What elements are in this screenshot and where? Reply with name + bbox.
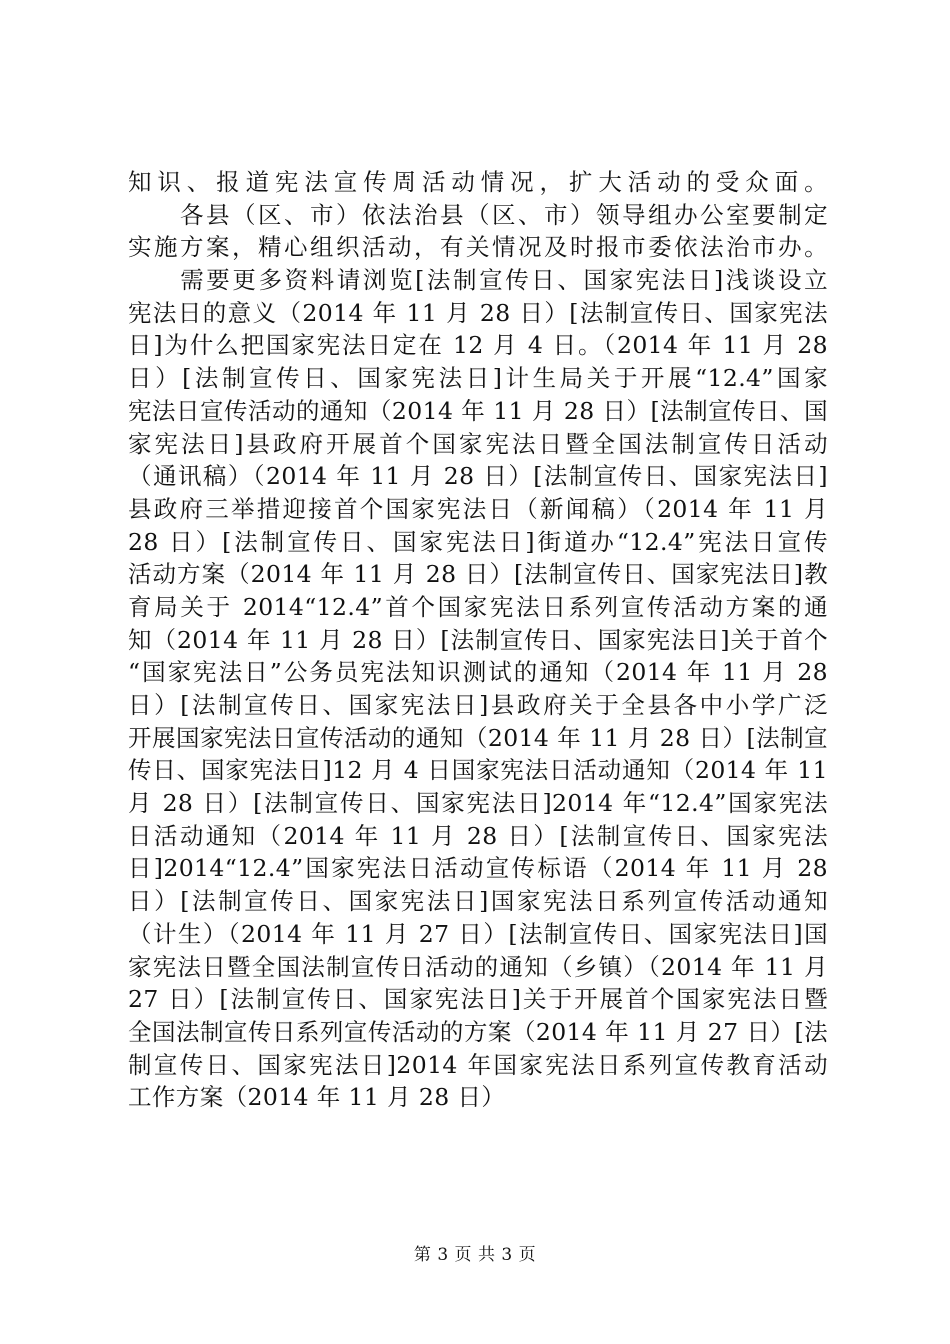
text-line: 28 日）[法制宣传日、国家宪法日]街道办“12.4”宪法日宣传 <box>128 527 828 556</box>
text-line: 传日、国家宪法日]12 月 4 日国家宪法日活动通知（2014 年 11 <box>128 756 828 785</box>
text-line: 制宣传日、国家宪法日]2014 年国家宪法日系列宣传教育活动 <box>128 1050 828 1079</box>
text-line: 全国法制宣传日系列宣传活动的方案（2014 年 11 月 27 日）[法 <box>128 1017 828 1046</box>
text-line: 家宪法日]县政府开展首个国家宪法日暨全国法制宣传日活动 <box>128 429 828 458</box>
page-footer: 第 3 页 共 3 页 <box>413 1245 537 1265</box>
text-line: 县政府三举措迎接首个国家宪法日（新闻稿）（2014 年 11 月 <box>128 494 828 523</box>
text-line: （计生）（2014 年 11 月 27 日）[法制宣传日、国家宪法日]国 <box>128 919 828 948</box>
text-line: （通讯稿）（2014 年 11 月 28 日）[法制宣传日、国家宪法日] <box>128 462 828 491</box>
text-line: 需要更多资料请浏览[法制宣传日、国家宪法日]浅谈设立 <box>128 266 828 295</box>
text-line: 育局关于 2014“12.4”首个国家宪法日系列宣传活动方案的通 <box>128 592 828 621</box>
text-line: 日）[法制宣传日、国家宪法日]国家宪法日系列宣传活动通知 <box>128 887 828 916</box>
text-line: 家宪法日暨全国法制宣传日活动的通知（乡镇）（2014 年 11 月 <box>128 952 828 981</box>
text-line: 开展国家宪法日宣传活动的通知（2014 年 11 月 28 日）[法制宣 <box>128 723 828 752</box>
text-line: 27 日）[法制宣传日、国家宪法日]关于开展首个国家宪法日暨 <box>128 985 828 1014</box>
text-line: 日]为什么把国家宪法日定在 12 月 4 日。（2014 年 11 月 28 <box>128 331 828 360</box>
text-line: 日）[法制宣传日、国家宪法日]县政府关于全县各中小学广泛 <box>128 691 828 719</box>
body-text <box>128 166 828 1114</box>
text-line: 月 28 日）[法制宣传日、国家宪法日]2014 年“12.4”国家宪法 <box>128 789 828 818</box>
text-line: 知识、报道宪法宣传周活动情况，扩大活动的受众面。 <box>128 168 828 196</box>
text-line: 日活动通知（2014 年 11 月 28 日）[法制宣传日、国家宪法 <box>128 821 828 850</box>
text-line: 工作方案（2014 年 11 月 28 日） <box>128 1083 506 1112</box>
text-line: 宪法日宣传活动的通知（2014 年 11 月 28 日）[法制宣传日、国 <box>128 396 828 425</box>
text-line: “国家宪法日”公务员宪法知识测试的通知（2014 年 11 月 28 <box>128 658 828 687</box>
text-line: 实施方案，精心组织活动，有关情况及时报市委依法治市办。 <box>128 233 828 262</box>
text-line: 日）[法制宣传日、国家宪法日]计生局关于开展“12.4”国家 <box>128 364 828 393</box>
text-line: 日]2014“12.4”国家宪法日活动宣传标语（2014 年 11 月 28 <box>128 854 828 883</box>
text-line: 各县（区、市）依法治县（区、市）领导组办公室要制定 <box>128 200 828 229</box>
text-line: 宪法日的意义（2014 年 11 月 28 日）[法制宣传日、国家宪法 <box>128 298 828 327</box>
text-line: 活动方案（2014 年 11 月 28 日）[法制宣传日、国家宪法日]教 <box>128 560 828 589</box>
text-line: 知（2014 年 11 月 28 日）[法制宣传日、国家宪法日]关于首个 <box>128 625 828 654</box>
